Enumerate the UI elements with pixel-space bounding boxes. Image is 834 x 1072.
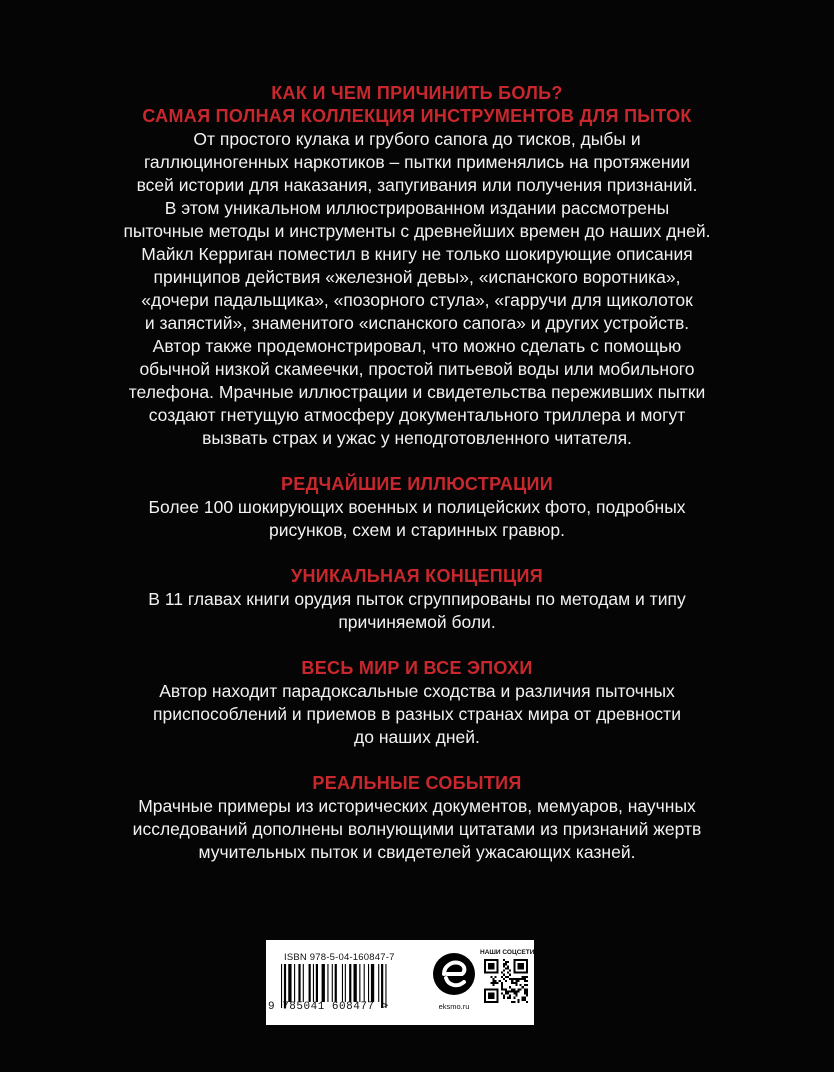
text-line: мучительных пыток и свидетелей ужасающих казней. (198, 842, 636, 862)
text-line: причиняемой боли. (338, 612, 496, 632)
text-line: обычной низкой скамеечки, простой питьевой воды или мобильного (139, 359, 695, 379)
social-label: НАШИ СОЦСЕТИ (480, 949, 535, 956)
intro-heading-line-2: САМАЯ ПОЛНАЯ КОЛЛЕКЦИЯ ИНСТРУМЕНТОВ ДЛЯ ПЫТОК (142, 106, 692, 126)
text-line: В этом уникальном иллюстрированном издании рассмотрены (164, 198, 670, 218)
text-line: вызвать страх и ужас у неподготовленного читателя. (202, 428, 632, 448)
text-line: приспособлений и приемов в разных странах мира от древности (153, 704, 681, 724)
text-line: и запястий», знаменитого «испанского сапога» и других устройств. (144, 313, 690, 333)
section-unique-concept (60, 565, 774, 634)
barcode-digits: 9 785041 608477 > (268, 1001, 389, 1013)
section-text (60, 588, 774, 634)
barcode-panel (266, 940, 534, 1025)
section-heading: ВЕСЬ МИР И ВСЕ ЭПОХИ (301, 658, 533, 678)
text-line: Более 100 шокирующих военных и полицейских фото, подробных (148, 497, 686, 517)
section-heading: РЕАЛЬНЫЕ СОБЫТИЯ (312, 773, 522, 793)
text-line: всей истории для наказания, запугивания или получения признаний. (136, 175, 698, 195)
section-text (60, 680, 774, 749)
section-heading: УНИКАЛЬНАЯ КОНЦЕПЦИЯ (291, 566, 543, 586)
qr-code-icon (484, 959, 528, 1003)
section-rare-illustrations (60, 473, 774, 542)
text-line: пыточные методы и инструменты с древнейших времен до наших дней. (123, 221, 711, 241)
text-line: Автор находит парадоксальные сходства и различия пыточных (159, 681, 675, 701)
text-line: исследований дополнены волнующими цитатами из признаний жертв (132, 819, 702, 839)
annotation-block (60, 82, 774, 864)
text-line: От простого кулака и грубого сапога до тисков, дыбы и (193, 129, 641, 149)
section-real-events (60, 772, 774, 864)
text-line: рисунков, схем и старинных гравюр. (268, 520, 566, 540)
text-line: создают гнетущую атмосферу документального триллера и могут (148, 405, 686, 425)
section-text (60, 795, 774, 864)
section-whole-world (60, 657, 774, 749)
publisher-site: eksmo.ru (438, 1002, 470, 1011)
text-line: Мрачные примеры из исторических документов, мемуаров, научных (138, 796, 696, 816)
intro-heading-line-1: КАК И ЧЕМ ПРИЧИНИТЬ БОЛЬ? (271, 83, 563, 103)
text-line: В 11 главах книги орудия пыток сгруппированы по методам и типу (148, 589, 686, 609)
text-line: принципов действия «железной девы», «испанского воротника», (153, 267, 681, 287)
text-line: Автор также продемонстрировал, что можно сделать с помощью (152, 336, 682, 356)
section-text (60, 496, 774, 542)
section-heading: РЕДЧАЙШИЕ ИЛЛЮСТРАЦИИ (280, 474, 554, 494)
text-line: Майкл Керриган поместил в книгу не только шокирующие описания (141, 244, 693, 264)
text-line: галлюциногенных наркотиков – пытки применялись на протяжении (143, 152, 691, 172)
intro-section (60, 82, 774, 450)
text-line: телефона. Мрачные иллюстрации и свидетельства переживших пытки (128, 382, 706, 402)
isbn-label: ISBN 978-5-04-160847-7 (284, 952, 395, 963)
text-line: «дочери падальщика», «позорного стула», «гарручи для щиколоток (141, 290, 693, 310)
eksmo-logo-icon (432, 952, 476, 996)
text-line: до наших дней. (354, 727, 480, 747)
intro-text (60, 128, 774, 450)
